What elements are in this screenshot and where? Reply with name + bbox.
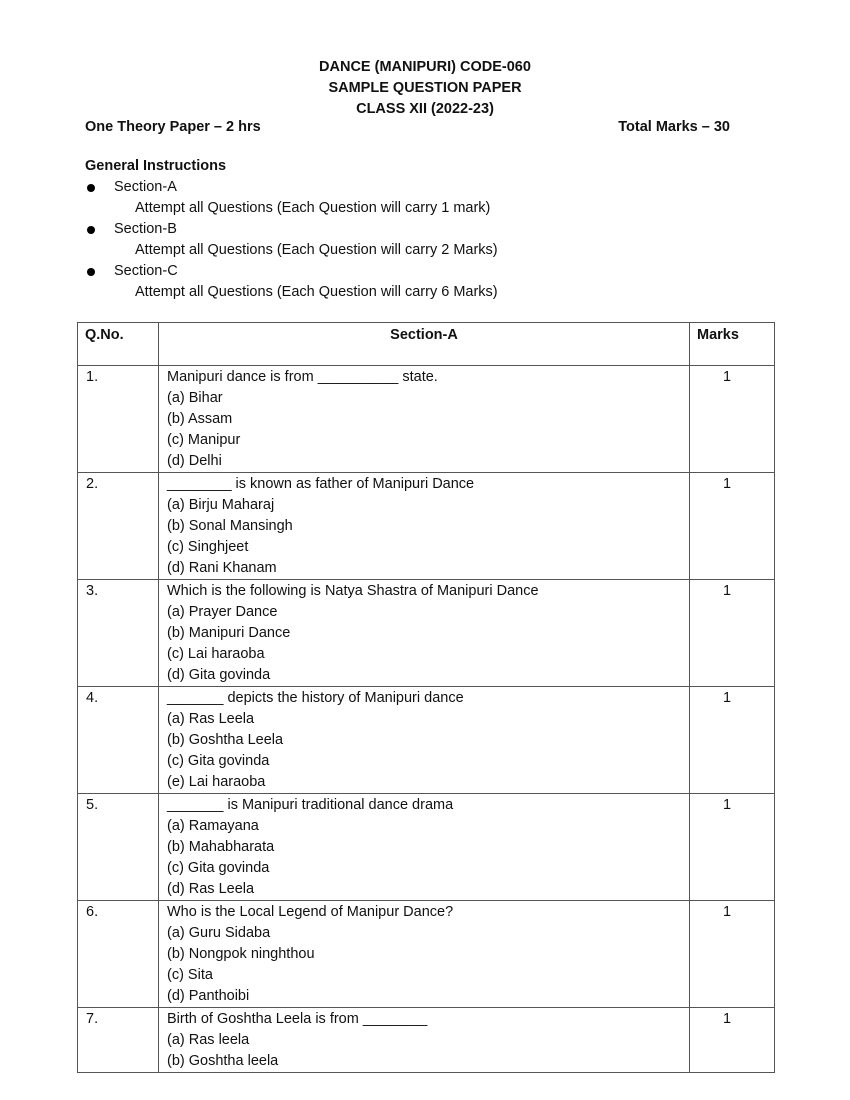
question-cell bbox=[159, 687, 690, 794]
option: (a) Guru Sidaba bbox=[167, 925, 271, 941]
option: (d) Rani Khanam bbox=[167, 560, 277, 576]
question-marks: 1 bbox=[690, 1008, 775, 1073]
question-text: _______ is Manipuri traditional dance drama bbox=[167, 797, 454, 813]
instruction-detail: Attempt all Questions (Each Question will carry 2 Marks) bbox=[135, 242, 498, 258]
question-marks: 1 bbox=[690, 366, 775, 473]
option: (e) Lai haraoba bbox=[167, 774, 266, 790]
instruction-section-name: Section-B bbox=[114, 221, 177, 237]
question-marks: 1 bbox=[690, 580, 775, 687]
question-table bbox=[77, 322, 775, 1073]
bullet-icon bbox=[87, 268, 95, 276]
question-row bbox=[78, 1008, 775, 1073]
option: (b) Goshtha leela bbox=[167, 1053, 279, 1069]
instruction-section-name: Section-C bbox=[114, 263, 178, 279]
option: (b) Manipuri Dance bbox=[167, 625, 291, 641]
question-number: 4. bbox=[78, 687, 159, 794]
option: (b) Goshtha Leela bbox=[167, 732, 284, 748]
question-text: Manipuri dance is from __________ state. bbox=[167, 369, 438, 385]
question-cell bbox=[159, 473, 690, 580]
subject-title: DANCE (MANIPURI) CODE-060 bbox=[319, 59, 531, 75]
bullet-icon bbox=[87, 184, 95, 192]
option: (c) Singhjeet bbox=[167, 539, 249, 555]
question-cell bbox=[159, 580, 690, 687]
header-qno: Q.No. bbox=[78, 323, 159, 366]
option: (c) Manipur bbox=[167, 432, 241, 448]
question-text: Birth of Goshtha Leela is from ________ bbox=[167, 1011, 428, 1027]
instructions-title: General Instructions bbox=[85, 158, 227, 174]
option: (b) Sonal Mansingh bbox=[167, 518, 293, 534]
question-text: ________ is known as father of Manipuri Dance bbox=[167, 476, 475, 492]
instruction-item bbox=[85, 219, 785, 240]
table-header-row bbox=[78, 323, 775, 366]
option: (d) Ras Leela bbox=[167, 881, 255, 897]
option: (b) Assam bbox=[167, 411, 233, 427]
question-number: 1. bbox=[78, 366, 159, 473]
question-number: 7. bbox=[78, 1008, 159, 1073]
option: (a) Bihar bbox=[167, 390, 223, 406]
question-row bbox=[78, 366, 775, 473]
question-number: 3. bbox=[78, 580, 159, 687]
option: (c) Gita govinda bbox=[167, 753, 270, 769]
option: (a) Ramayana bbox=[167, 818, 259, 834]
question-number: 5. bbox=[78, 794, 159, 901]
question-row bbox=[78, 580, 775, 687]
option: (c) Sita bbox=[167, 967, 213, 983]
question-text: Which is the following is Natya Shastra of Manipuri Dance bbox=[167, 583, 539, 599]
option: (a) Ras leela bbox=[167, 1032, 250, 1048]
general-instructions bbox=[85, 156, 785, 303]
question-text: Who is the Local Legend of Manipur Dance? bbox=[167, 904, 454, 920]
bullet-icon bbox=[87, 226, 95, 234]
question-number: 6. bbox=[78, 901, 159, 1008]
option: (a) Ras Leela bbox=[167, 711, 255, 727]
option: (a) Prayer Dance bbox=[167, 604, 278, 620]
paper-title: SAMPLE QUESTION PAPER bbox=[328, 80, 522, 96]
question-cell bbox=[159, 366, 690, 473]
instruction-item bbox=[85, 177, 785, 198]
class-title: CLASS XII (2022-23) bbox=[356, 101, 494, 117]
question-cell bbox=[159, 794, 690, 901]
instruction-section-name: Section-A bbox=[114, 179, 177, 195]
question-row bbox=[78, 473, 775, 580]
question-row bbox=[78, 687, 775, 794]
option: (d) Panthoibi bbox=[167, 988, 250, 1004]
option: (c) Gita govinda bbox=[167, 860, 270, 876]
question-marks: 1 bbox=[690, 473, 775, 580]
question-text: _______ depicts the history of Manipuri dance bbox=[167, 690, 464, 706]
document-header bbox=[0, 57, 850, 120]
total-marks: Total Marks – 30 bbox=[618, 119, 730, 135]
option: (d) Gita govinda bbox=[167, 667, 271, 683]
option: (d) Delhi bbox=[167, 453, 222, 469]
instruction-item bbox=[85, 261, 785, 282]
question-marks: 1 bbox=[690, 687, 775, 794]
question-marks: 1 bbox=[690, 794, 775, 901]
paper-duration: One Theory Paper – 2 hrs bbox=[85, 119, 261, 135]
option: (a) Birju Maharaj bbox=[167, 497, 275, 513]
instruction-detail: Attempt all Questions (Each Question will carry 1 mark) bbox=[135, 200, 491, 216]
header-marks: Marks bbox=[690, 323, 775, 366]
question-row bbox=[78, 901, 775, 1008]
option: (b) Mahabharata bbox=[167, 839, 275, 855]
option: (c) Lai haraoba bbox=[167, 646, 265, 662]
question-cell bbox=[159, 901, 690, 1008]
question-number: 2. bbox=[78, 473, 159, 580]
instruction-detail: Attempt all Questions (Each Question will carry 6 Marks) bbox=[135, 284, 498, 300]
question-cell bbox=[159, 1008, 690, 1073]
question-marks: 1 bbox=[690, 901, 775, 1008]
header-section: Section-A bbox=[159, 323, 690, 366]
question-row bbox=[78, 794, 775, 901]
option: (b) Nongpok ninghthou bbox=[167, 946, 315, 962]
